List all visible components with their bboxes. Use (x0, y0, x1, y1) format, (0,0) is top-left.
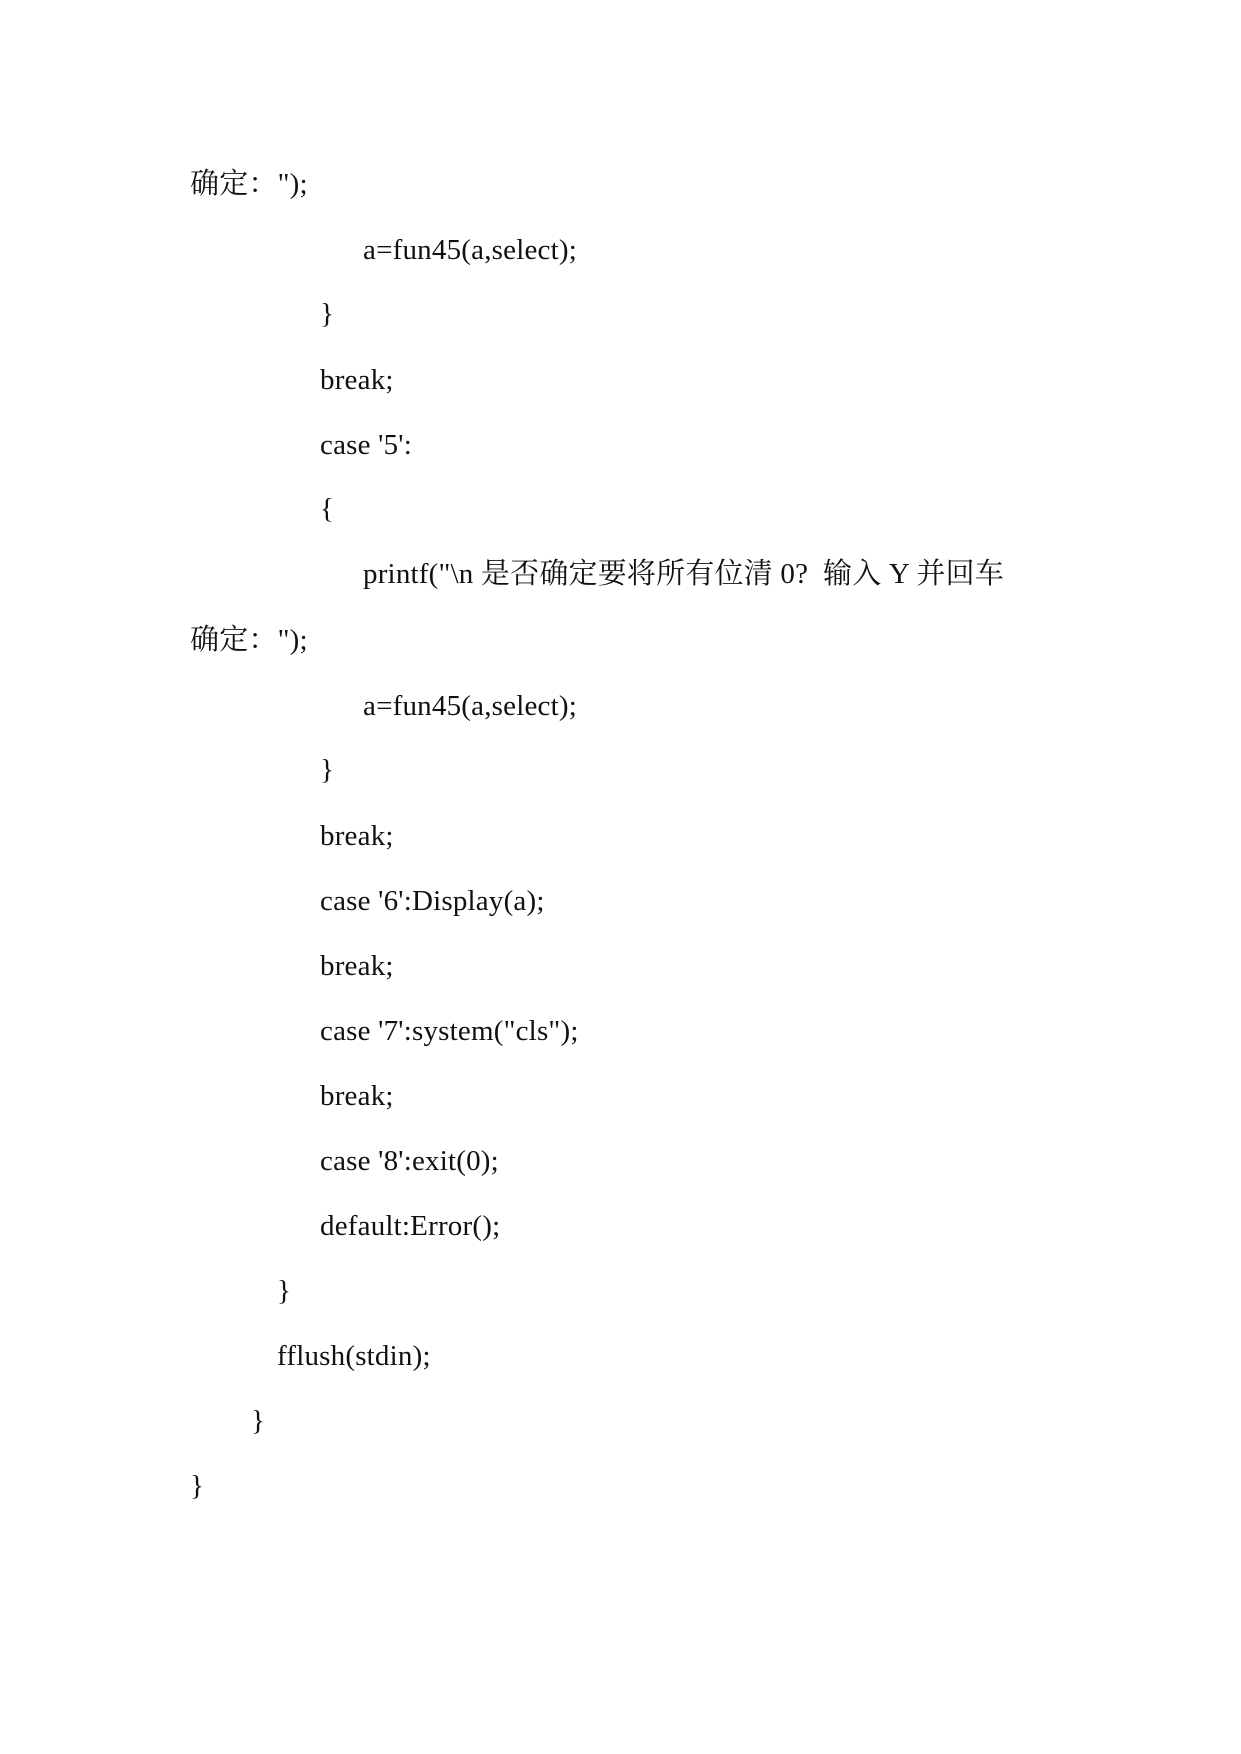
code-line: 确定："); (190, 624, 308, 656)
code-line: case '7':system("cls"); (320, 1015, 579, 1047)
code-line: case '5': (320, 429, 412, 461)
code-line: } (190, 1470, 205, 1502)
code-line: default:Error(); (320, 1210, 501, 1242)
code-line: break; (320, 820, 394, 852)
code-line: } (277, 1275, 292, 1307)
code-line: case '6':Display(a); (320, 885, 545, 917)
code-line: printf("\n 是否确定要将所有位清 0? 输入 Y 并回车 (363, 558, 1005, 590)
code-line: } (251, 1405, 266, 1437)
code-line: a=fun45(a,select); (363, 690, 577, 722)
code-line: 确定："); (190, 168, 308, 200)
code-line: fflush(stdin); (277, 1340, 431, 1372)
code-line: break; (320, 950, 394, 982)
code-line: } (320, 754, 335, 786)
code-line: } (320, 298, 335, 330)
code-line: { (320, 493, 335, 525)
code-line: break; (320, 364, 394, 396)
code-line: break; (320, 1080, 394, 1112)
code-line: case '8':exit(0); (320, 1145, 499, 1177)
code-line: a=fun45(a,select); (363, 234, 577, 266)
